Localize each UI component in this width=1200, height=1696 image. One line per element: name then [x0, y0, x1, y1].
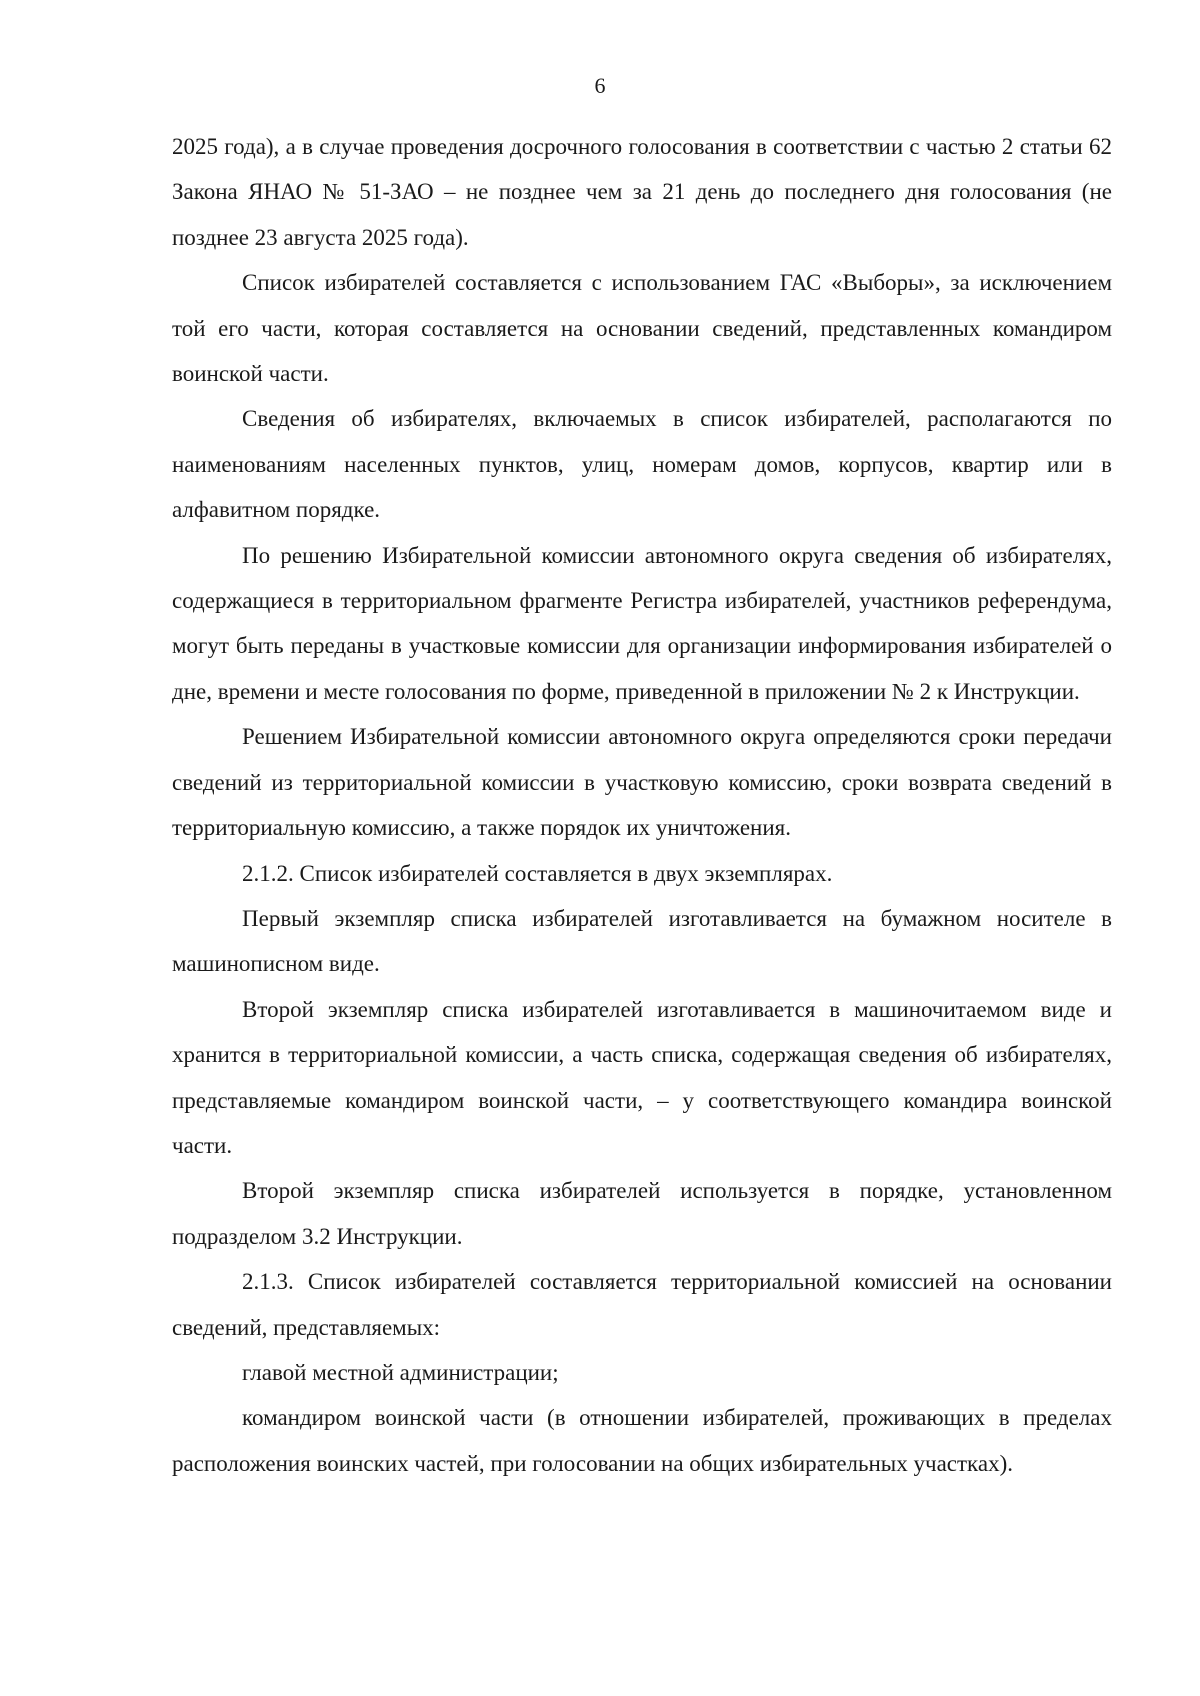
paragraph-second-copy: Второй экземпляр списка избирателей изготавливается в машиночитаемом виде и хранится в территориальной комиссии, а часть списка, содержащая сведения об избирателях, представляемые командиром воинской части, – у соответствующего командира воинской части. — [172, 996, 1112, 1158]
clause-2-1-3: 2.1.3. Список избирателей составляется территориальной комиссией на основании сведений, представляемых: — [172, 1269, 1112, 1340]
paragraph-commission-decision: По решению Избирательной комиссии автономного округа сведения об избирателях, содержащиеся в территориальном фрагменте Регистра избирателей, участников референдума, могут быть переданы в участковые комиссии для организации информирования избирателей о дне, времени и месте голосования по форме, приведенной в приложении № 2 к Инструкции. — [172, 542, 1112, 704]
clause-2-1-2: 2.1.2. Список избирателей составляется в двух экземплярах. — [242, 860, 833, 886]
page-number: 6 — [594, 73, 606, 98]
paragraph-list-compilation: Список избирателей составляется с использованием ГАС «Выборы», за исключением той его части, которая составляется на основании сведений, представленных командиром воинской части. — [172, 270, 1112, 387]
list-item-military-commander: командиром воинской части (в отношении избирателей, проживающих в пределах расположения воинских частей, при голосовании на общих избирательных участках). — [172, 1405, 1112, 1476]
paragraph-continuation: 2025 года), а в случае проведения досрочного голосования в соответствии с частью 2 статьи 62 Закона ЯНАО № 51-ЗАО – не позднее чем за 21 день до последнего дня голосования (не позднее 23 августа 2025 года). — [172, 134, 1112, 250]
list-item-local-administration: главой местной администрации; — [242, 1359, 559, 1385]
paragraph-transfer-terms: Решением Избирательной комиссии автономного округа определяются сроки передачи сведений из территориальной комиссии в участковую комиссию, сроки возврата сведений в территориальную комиссию, а также порядок их уничтожения. — [172, 724, 1112, 841]
paragraph-second-copy-usage: Второй экземпляр списка избирателей используется в порядке, установленном подразделом 3.2 Инструкции. — [172, 1178, 1112, 1249]
paragraph-first-copy: Первый экземпляр списка избирателей изготавливается на бумажном носителе в машинописном виде. — [172, 905, 1112, 977]
document-body — [172, 124, 1112, 1486]
paragraph-voter-data-order: Сведения об избирателях, включаемых в список избирателей, располагаются по наименованиям населенных пунктов, улиц, номерам домов, корпусов, квартир или в алфавитном порядке. — [172, 406, 1112, 523]
